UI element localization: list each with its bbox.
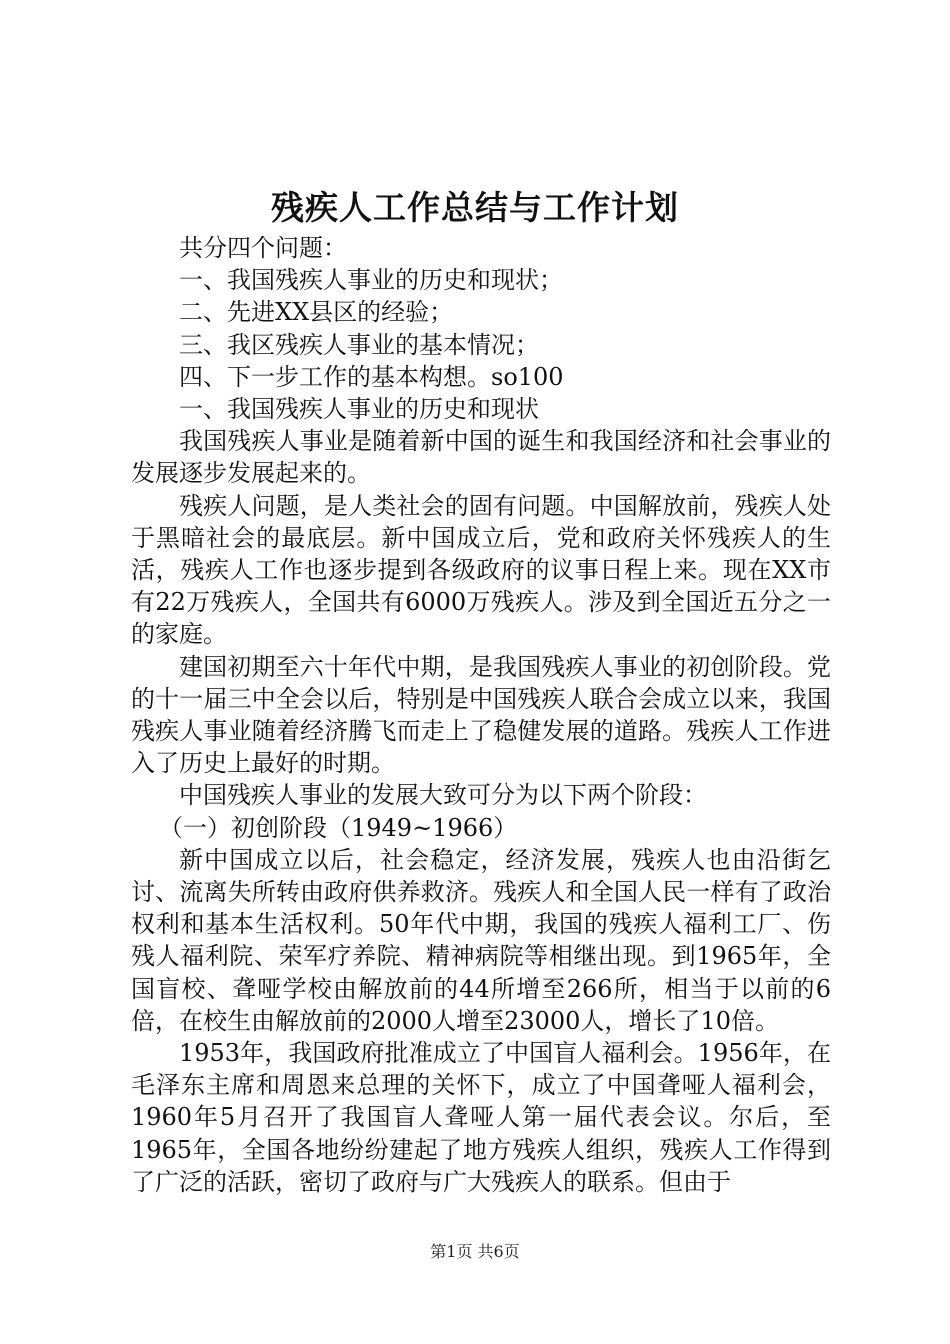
paragraph: 我国残疾人事业是随着新中国的诞生和我国经济和社会事业的发展逐步发展起来的。 xyxy=(131,427,831,488)
outline-item-4: 四、下一步工作的基本构想。so100 xyxy=(179,362,564,391)
section-heading: 一、我国残疾人事业的历史和现状 xyxy=(179,394,539,423)
outline-item-1: 一、我国残疾人事业的历史和现状； xyxy=(179,266,563,295)
document-body xyxy=(131,232,831,1198)
outline-item-3: 三、我区残疾人事业的基本情况； xyxy=(179,330,539,359)
paragraph: 建国初期至六十年代中期，是我国残疾人事业的初创阶段。党的十一届三中全会以后，特别是中国残疾人联合会成立以来，我国残疾人事业随着经济腾飞而走上了稳健发展的道路。残疾人工作进入了历史上最好的时期。 xyxy=(131,652,831,778)
paragraph: 1953年，我国政府批准成立了中国盲人福利会。1956年，在毛泽东主席和周恩来总理的关怀下，成立了中国聋哑人福利会，1960年5月召开了我国盲人聋哑人第一届代表会议。尔后，至1965年，全国各地纷纷建起了地方残疾人组织，残疾人工作得到了广泛的活跃，密切了政府与广大残疾人的联系。但由于 xyxy=(131,1038,831,1196)
paragraph: 新中国成立以后，社会稳定，经济发展，残疾人也由沿街乞讨、流离失所转由政府供养救济。残疾人和全国人民一样有了政治权利和基本生活权利。50年代中期，我国的残疾人福利工厂、伤残人福利院、荣军疗养院、精神病院等相继出现。到1965年，全国盲校、聋哑学校由解放前的44所增至266所，相当于以前的6倍，在校生由解放前的2000人增至23000人，增长了10倍。 xyxy=(131,845,831,1035)
paragraph: 中国残疾人事业的发展大致可分为以下两个阶段： xyxy=(179,781,707,810)
subsection-heading: （一）初创阶段（1949~1966） xyxy=(159,813,518,842)
page-footer: 第1页 共6页 xyxy=(430,1242,520,1261)
outline-intro: 共分四个问题： xyxy=(179,234,347,262)
outline-item-2: 二、先进XX县区的经验； xyxy=(179,298,454,327)
paragraph: 残疾人问题，是人类社会的固有问题。中国解放前，残疾人处于黑暗社会的最底层。新中国成立后，党和政府关怀残疾人的生活，残疾人工作也逐步提到各级政府的议事日程上来。现在XX市有22万残疾人，全国共有6000万残疾人。涉及到全国近五分之一的家庭。 xyxy=(131,491,831,649)
document-title: 残疾人工作总结与工作计划 xyxy=(271,188,679,227)
